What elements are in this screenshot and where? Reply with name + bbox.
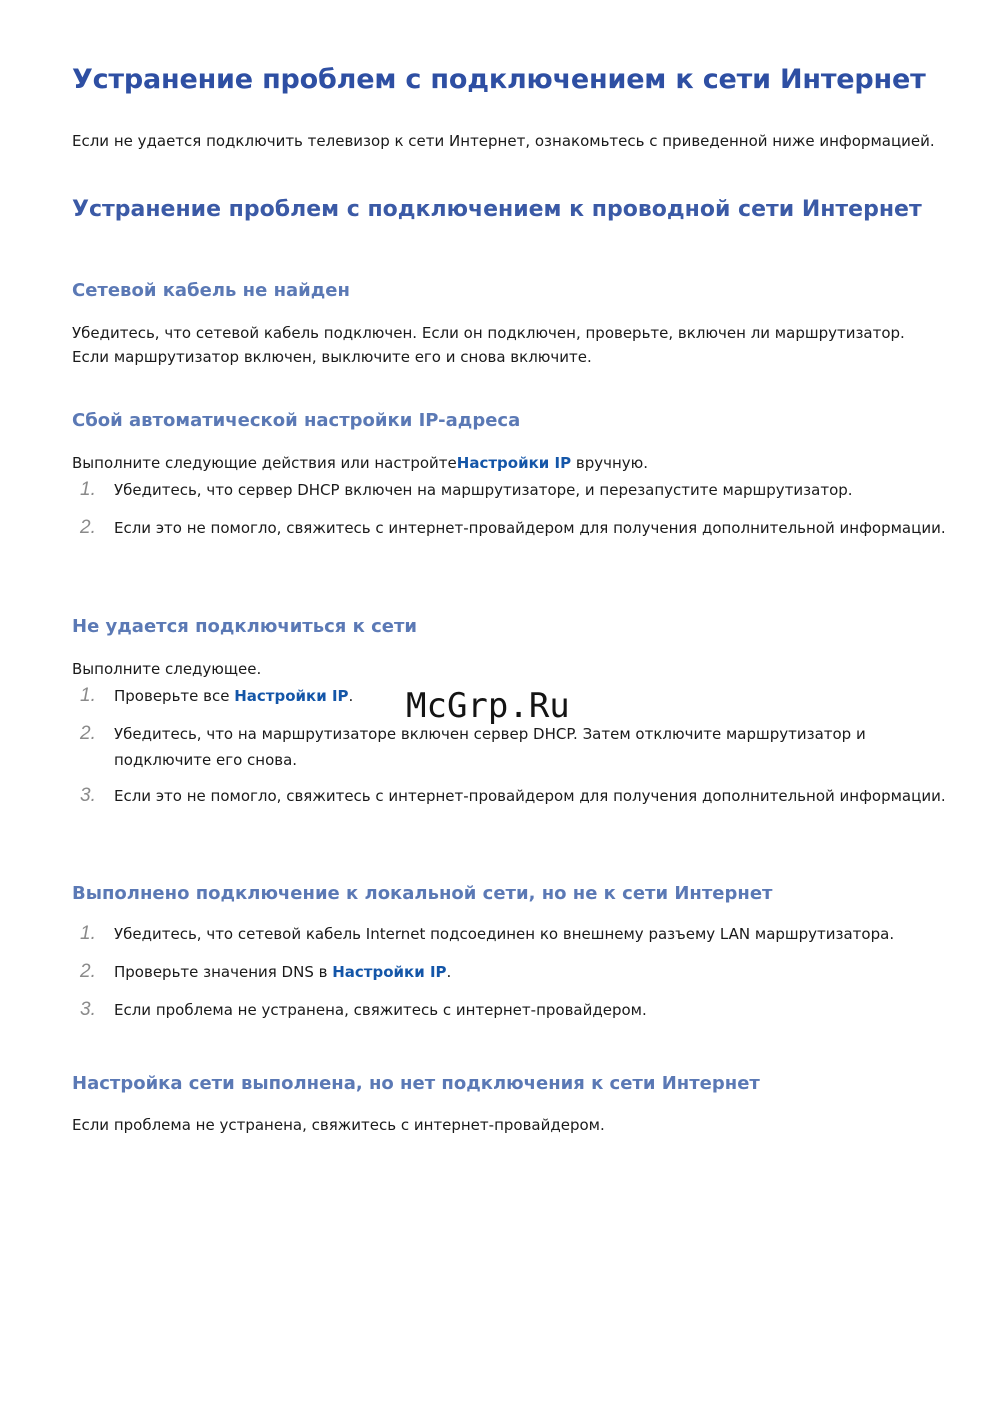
intro-text: Если не удается подключить телевизор к сети Интернет, ознакомьтесь с приведенной ниже информацией.	[72, 132, 935, 150]
ip-settings-link[interactable]: Настройки IP	[234, 687, 349, 705]
lead-text-part: вручную.	[571, 454, 649, 472]
section-heading: Сетевой кабель не найден	[72, 280, 350, 301]
list-number: 2.	[80, 723, 96, 744]
list-item-text: Если это не помогло, свяжитесь с интернет-провайдером для получения дополнительной информации.	[114, 519, 946, 537]
list-item	[72, 997, 952, 1023]
steps-list	[72, 477, 952, 541]
ip-settings-link[interactable]: Настройки IP	[332, 963, 447, 981]
section-lan-only	[72, 881, 952, 1023]
list-number: 1.	[80, 923, 96, 944]
ip-settings-link[interactable]: Настройки IP	[456, 454, 572, 472]
section-heading: Выполнено подключение к локальной сети, но не к сети Интернет	[72, 883, 773, 904]
list-item-text: Если это не помогло, свяжитесь с интернет-провайдером для получения дополнительной информации.	[114, 787, 946, 805]
list-number: 3.	[80, 785, 96, 806]
section-heading: Сбой автоматической настройки IP-адреса	[72, 410, 521, 431]
list-item-text: Если проблема не устранена, свяжитесь с интернет-провайдером.	[114, 1001, 647, 1019]
paragraph-line: Если проблема не устранена, свяжитесь с интернет-провайдером.	[72, 1116, 605, 1134]
section-heading: Настройка сети выполнена, но нет подключения к сети Интернет	[72, 1073, 760, 1094]
section-title: Устранение проблем с подключением к проводной сети Интернет	[72, 197, 922, 222]
list-number: 1.	[80, 685, 96, 706]
list-number: 1.	[80, 479, 96, 500]
list-number: 2.	[80, 517, 96, 538]
section-configured-no-internet	[72, 1071, 952, 1137]
list-item	[72, 477, 952, 503]
list-item-text: .	[348, 687, 354, 705]
list-item	[72, 783, 952, 809]
paragraph-line: Если маршрутизатор включен, выключите его и снова включите.	[72, 348, 592, 366]
list-item-text: Убедитесь, что на маршрутизаторе включен сервер DHCP. Затем отключите маршрутизатор и подключите его снова.	[114, 725, 866, 769]
list-item-text: Убедитесь, что сервер DHCP включен на маршрутизаторе, и перезапустите маршрутизатор.	[114, 481, 853, 499]
page-title: Устранение проблем с подключением к сети Интернет	[72, 64, 926, 95]
section-ip-auto-failure	[72, 408, 952, 541]
list-item	[72, 515, 952, 541]
paragraph-line: Убедитесь, что сетевой кабель подключен. Если он подключен, проверьте, включен ли маршрутизатор.	[72, 324, 905, 342]
lead-text: Выполните следующее.	[72, 660, 262, 678]
lead-text-part: Выполните следующие действия или настройте	[72, 454, 457, 472]
list-number: 2.	[80, 961, 96, 982]
list-item-text: Проверьте значения DNS в	[114, 963, 333, 981]
list-item-text: Убедитесь, что сетевой кабель Internet подсоединен ко внешнему разъему LAN маршрутизатора.	[114, 925, 895, 943]
list-item	[72, 921, 952, 947]
lead-text	[72, 451, 952, 475]
section-heading: Не удается подключиться к сети	[72, 616, 418, 637]
list-item-text: Проверьте все	[114, 687, 235, 705]
section-cable-not-found	[72, 278, 952, 369]
list-item	[72, 959, 952, 985]
steps-list	[72, 921, 952, 1023]
list-number: 3.	[80, 999, 96, 1020]
list-item-text: .	[446, 963, 452, 981]
list-item	[72, 721, 952, 773]
watermark: McGrp.Ru	[406, 686, 570, 726]
